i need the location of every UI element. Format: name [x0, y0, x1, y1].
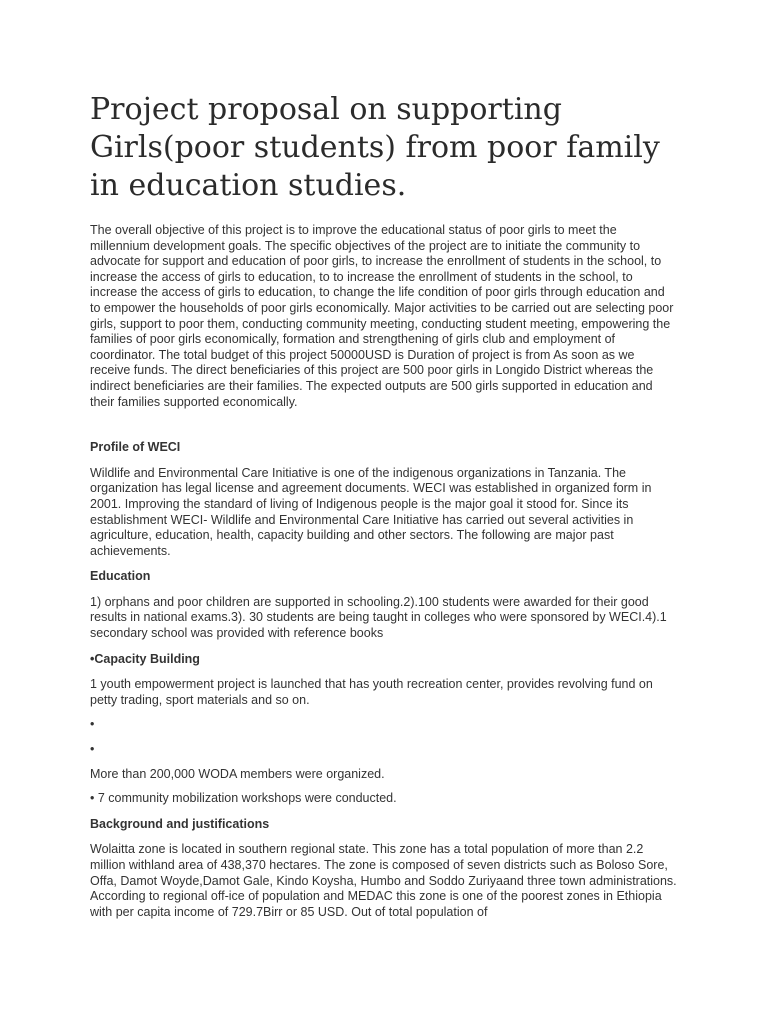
profile-paragraph: Wildlife and Environmental Care Initiative is one of the indigenous organizations in Tanzania. The organization has legal license and agreement documents. WECI was established in organized form in 2001. Improving the standard of living of Indigenous people is the major goal it stood for. Since its establishment WECI- Wildlife and Environmental Care Initiative has carried out several activities in agriculture, education, health, capacity building and other sectors. The following are major past achievements.	[90, 465, 652, 558]
capacity-building-heading: •Capacity Building	[90, 651, 200, 666]
woda-members-item: More than 200,000 WODA members were organized.	[90, 766, 385, 781]
background-paragraph: Wolaitta zone is located in southern regional state. This zone has a total population of more than 2.2 million withland area of 438,370 hectares. The zone is composed of seven districts such as Boloso Sore, Offa, Damot Woyde,Damot Gale, Kindo Koysha, Humbo and Soddo Zuriyaand three town administrations. According to regional off-ice of population and MEDAC this zone is one of the poorest zones in Ethiopia with per capita income of 729.7Birr or 85 USD. Out of total population of	[90, 842, 677, 919]
document-title: Project proposal on supporting Girls(poor students) from poor family in education studies.	[90, 92, 660, 203]
profile-heading: Profile of WECI	[90, 440, 181, 455]
intro-paragraph: The overall objective of this project is to improve the educational status of poor girls to meet the millennium development goals. The specific objectives of the project are to initiate the community to advocate for support and education of poor girls, to increase the enrollment of students in the school, to increase the access of girls to education, to to increase the enrollment of students in the school, to increase the access of girls to education, to change the life condition of poor girls through education and to empower the households of poor girls economically. Major activities to be carried out are selecting poor girls, support to poor them, conducting community meeting, conducting student meeting, empowering the families of poor girls economically, formation and strengthening of girls club and employment of coordinator. The total budget of this project 50000USD is Duration of project is from As soon as we receive funds. The direct beneficiaries of this project are 500 poor girls in Longido District whereas the indirect beneficiaries are their families. The expected outputs are 500 girls supported in education and their families supported economically.	[90, 223, 674, 409]
bullet-empty: •	[90, 742, 95, 757]
education-heading: Education	[90, 569, 151, 584]
bullet-empty: •	[90, 717, 95, 732]
education-paragraph: 1) orphans and poor children are supported in schooling.2).100 students were awarded for their good results in national exams.3). 30 students are being taught in colleges who were sponsored by WECI.4).1 secondary school was provided with reference books	[90, 594, 667, 641]
capacity-building-paragraph: 1 youth empowerment project is launched that has youth recreation center, provides revolving fund on petty trading, sport materials and so on.	[90, 677, 653, 707]
workshops-item: • 7 community mobilization workshops were conducted.	[90, 791, 397, 806]
background-heading: Background and justifications	[90, 816, 270, 831]
